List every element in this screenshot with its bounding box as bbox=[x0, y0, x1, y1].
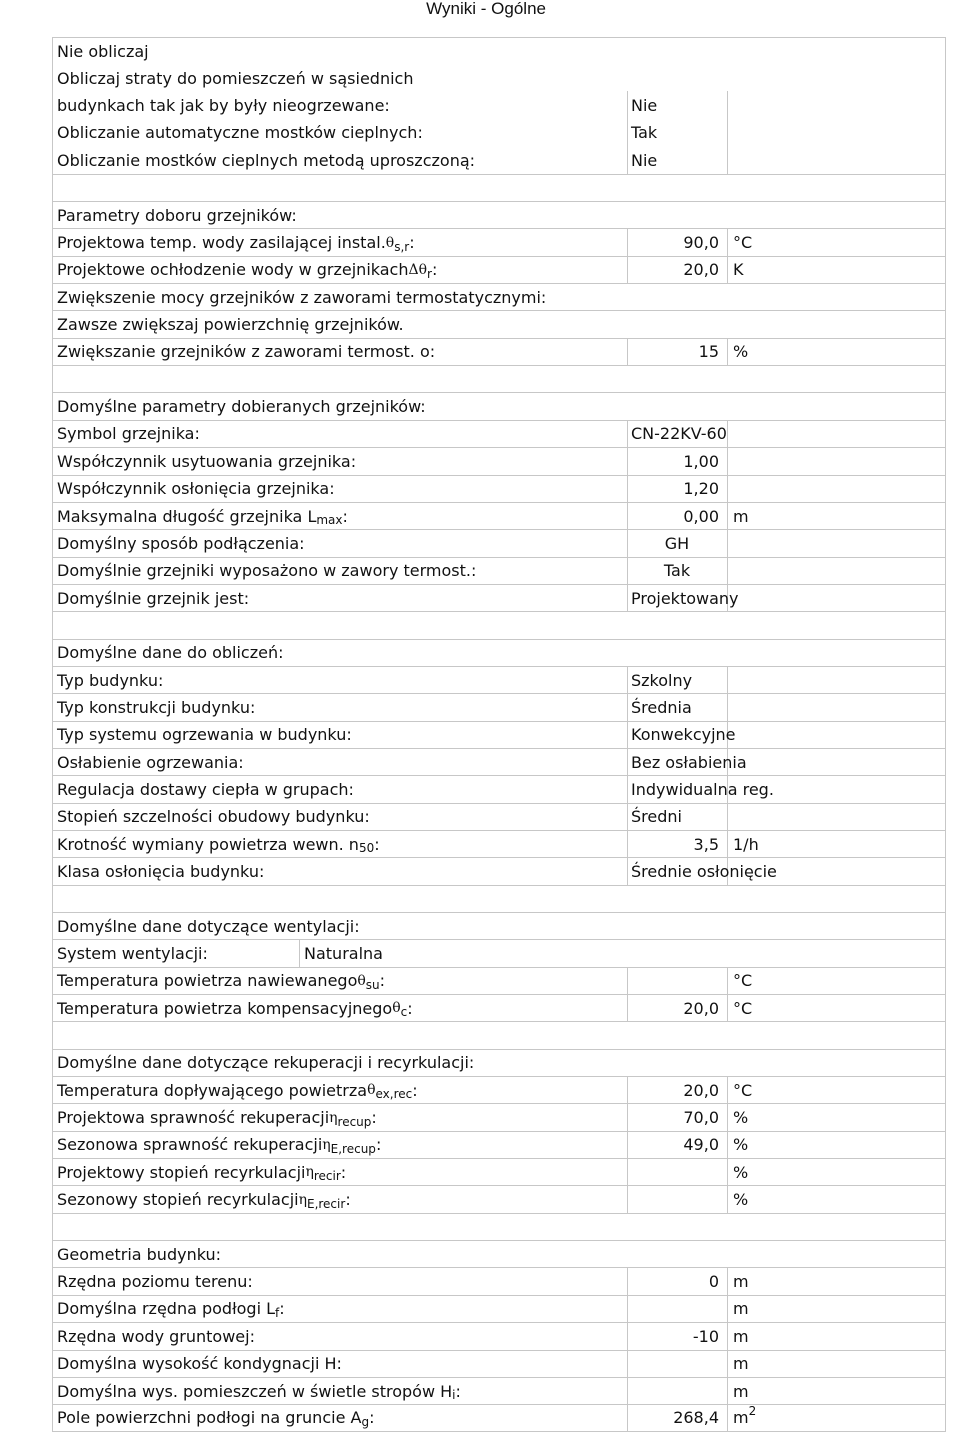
row-text-value: Nie bbox=[631, 150, 658, 170]
table-row bbox=[52, 994, 946, 1021]
column-divider bbox=[627, 118, 628, 146]
label-text: Rzędna poziomu terenu: bbox=[57, 1272, 253, 1292]
subscript: 50 bbox=[358, 841, 375, 856]
row-unit: m bbox=[733, 1326, 749, 1346]
table-row bbox=[52, 693, 946, 720]
subscript: recir bbox=[313, 1169, 341, 1184]
column-divider bbox=[627, 666, 628, 693]
label-text: Projektowy stopień recyrkulacji bbox=[57, 1162, 306, 1182]
row-value: 1,00 bbox=[683, 451, 719, 471]
results-table bbox=[52, 37, 948, 1432]
row-label bbox=[57, 257, 437, 283]
table-row bbox=[52, 256, 946, 283]
row-label bbox=[57, 858, 264, 884]
label-text: Domyślny sposób podłączenia: bbox=[57, 533, 305, 553]
table-row bbox=[52, 1404, 946, 1431]
label-tail: : bbox=[345, 1190, 351, 1210]
row-label bbox=[57, 585, 249, 611]
label-text: Typ konstrukcji budynku: bbox=[57, 697, 256, 717]
table-row bbox=[52, 1322, 946, 1349]
row-value: 0 bbox=[708, 1272, 719, 1292]
label-text: Typ budynku: bbox=[57, 670, 164, 690]
table-row bbox=[52, 666, 946, 693]
row-label bbox=[57, 202, 297, 228]
table-row bbox=[52, 1158, 946, 1185]
label-text: Współczynnik osłonięcia grzejnika: bbox=[57, 479, 335, 499]
column-divider bbox=[627, 584, 628, 611]
row-text-value: Tak bbox=[631, 123, 658, 143]
table-row bbox=[52, 420, 946, 447]
label-tail: : bbox=[342, 506, 348, 526]
row-unit: K bbox=[733, 260, 744, 280]
row-unit: % bbox=[733, 1135, 749, 1155]
label-text: Maksymalna długość grzejnika L bbox=[57, 506, 317, 526]
symbol: η bbox=[298, 1191, 307, 1208]
row-label bbox=[57, 92, 390, 119]
row-text-value: Bez osłabienia bbox=[631, 752, 747, 772]
subscript: E,recup bbox=[330, 1141, 376, 1156]
table-row bbox=[52, 803, 946, 830]
label-text: Klasa osłonięcia budynku: bbox=[57, 861, 265, 881]
table-row bbox=[52, 529, 946, 556]
page-header: Wyniki - Ogólne bbox=[426, 0, 546, 18]
spacer-row bbox=[52, 885, 946, 912]
label-tail: : bbox=[279, 1299, 285, 1319]
label-text: Rzędna wody gruntowej: bbox=[57, 1326, 255, 1346]
symbol: η bbox=[329, 1109, 338, 1126]
column-divider bbox=[727, 1267, 728, 1294]
symbol: θ bbox=[392, 1000, 401, 1017]
row-label bbox=[57, 1378, 461, 1404]
table-row bbox=[52, 392, 946, 419]
symbol: η bbox=[322, 1136, 331, 1153]
label-text: Domyślnie grzejniki wyposażono w zawory termost.: bbox=[57, 561, 477, 581]
subscript: su bbox=[365, 977, 380, 992]
row-text-value: GH bbox=[664, 533, 690, 553]
row-label bbox=[57, 311, 404, 337]
label-text: Projektowa sprawność rekuperacji bbox=[57, 1108, 330, 1128]
label-text: Temperatura powietrza kompensacyjnego bbox=[57, 998, 393, 1018]
row-label bbox=[57, 38, 149, 64]
row-value: -10 bbox=[692, 1326, 719, 1346]
table-row bbox=[52, 338, 946, 365]
label-tail: : bbox=[375, 1135, 382, 1155]
label-text: Domyślne dane dotyczące rekuperacji i recyrkulacji: bbox=[57, 1053, 475, 1073]
label-text: Projektowe ochłodzenie wody w grzejnikach bbox=[57, 260, 409, 280]
symbol: η bbox=[305, 1164, 314, 1181]
row-label bbox=[57, 476, 335, 502]
label-tail: : bbox=[409, 233, 415, 253]
column-divider bbox=[727, 967, 728, 994]
column-divider bbox=[627, 145, 628, 173]
column-divider bbox=[627, 775, 628, 802]
label-tail: : bbox=[379, 971, 386, 991]
column-divider bbox=[727, 145, 728, 173]
row-label bbox=[57, 968, 385, 994]
row-label bbox=[57, 667, 163, 693]
label-tail: : bbox=[374, 834, 380, 854]
column-divider bbox=[727, 1158, 728, 1185]
row-value: 20,0 bbox=[683, 998, 719, 1018]
column-divider bbox=[627, 803, 628, 830]
row-label bbox=[57, 1296, 285, 1322]
table-row bbox=[52, 119, 946, 146]
row-label bbox=[57, 1268, 253, 1294]
table-row bbox=[52, 584, 946, 611]
label-text: System wentylacji: bbox=[57, 944, 208, 964]
row-unit: °C bbox=[733, 998, 753, 1018]
column-divider bbox=[727, 693, 728, 720]
label-text: Typ systemu ogrzewania w budynku: bbox=[57, 725, 352, 745]
row-label bbox=[57, 1405, 374, 1430]
table-row bbox=[52, 1049, 946, 1076]
label-text: Obliczaj straty do pomieszczeń w sąsiednich bbox=[57, 68, 414, 88]
row-unit: m bbox=[733, 1272, 749, 1292]
column-divider bbox=[727, 830, 728, 857]
row-value: 20,0 bbox=[683, 260, 719, 280]
row-label bbox=[57, 339, 435, 365]
row-text-value: Projektowany bbox=[631, 588, 739, 608]
row-label bbox=[57, 503, 348, 529]
row-label bbox=[57, 1077, 418, 1103]
label-text: Temperatura powietrza nawiewanego bbox=[57, 971, 358, 991]
table-row bbox=[52, 283, 946, 310]
label-text: Domyślna wys. pomieszczeń w świetle stropów H bbox=[57, 1381, 453, 1401]
subscript: f bbox=[275, 1305, 280, 1320]
table-row bbox=[52, 1377, 946, 1404]
row-label bbox=[57, 421, 200, 447]
row-unit: m bbox=[733, 1381, 749, 1401]
label-text: Współczynnik usytuowania grzejnika: bbox=[57, 451, 357, 471]
row-unit: 1/h bbox=[733, 834, 759, 854]
table-row bbox=[52, 502, 946, 529]
column-divider bbox=[727, 1295, 728, 1322]
column-divider bbox=[627, 857, 628, 884]
row-value: 90,0 bbox=[683, 233, 719, 253]
label-text: Pole powierzchni podłogi na gruncie A bbox=[57, 1408, 362, 1428]
label-tail: : bbox=[455, 1381, 461, 1401]
label-text: Regulacja dostawy ciepła w grupach: bbox=[57, 779, 354, 799]
row-label bbox=[57, 530, 305, 556]
row-text-value: Nie bbox=[631, 95, 658, 115]
row-label bbox=[57, 694, 255, 720]
row-text-value: Średnia bbox=[631, 697, 692, 717]
table-row bbox=[52, 1185, 946, 1212]
row-label bbox=[57, 1323, 255, 1349]
row-label bbox=[57, 1050, 474, 1076]
label-text: Domyślna rzędna podłogi L bbox=[57, 1299, 276, 1319]
subscript: g bbox=[361, 1414, 370, 1429]
table-row bbox=[52, 1131, 946, 1158]
row-unit: % bbox=[733, 1162, 749, 1182]
label-text: Nie obliczaj bbox=[57, 41, 149, 61]
column-divider bbox=[727, 1131, 728, 1158]
row-label bbox=[57, 64, 413, 91]
row-value: 70,0 bbox=[683, 1108, 719, 1128]
column-divider bbox=[727, 1185, 728, 1212]
row-text-value: Konwekcyjne bbox=[631, 725, 736, 745]
column-divider bbox=[727, 420, 728, 447]
table-row bbox=[52, 310, 946, 337]
row-label bbox=[57, 1159, 346, 1185]
table-row bbox=[52, 1350, 946, 1377]
label-text: Krotność wymiany powietrza wewn. n bbox=[57, 834, 359, 854]
column-divider bbox=[727, 803, 728, 830]
row-unit: % bbox=[733, 1108, 749, 1128]
row-unit: °C bbox=[733, 971, 753, 991]
row-label bbox=[57, 913, 360, 939]
table-row bbox=[52, 912, 946, 939]
table-row bbox=[52, 1295, 946, 1322]
label-text: Domyślne dane dotyczące wentylacji: bbox=[57, 916, 360, 936]
row-value bbox=[627, 1296, 719, 1322]
label-tail: : bbox=[412, 1080, 418, 1100]
label-tail: : bbox=[340, 1162, 347, 1182]
label-text: Osłabienie ogrzewania: bbox=[57, 752, 244, 772]
subscript: i bbox=[452, 1388, 456, 1403]
table-row bbox=[52, 967, 946, 994]
label-text: Zwiększenie mocy grzejników z zaworami termostatycznymi: bbox=[57, 287, 547, 307]
row-value: 3,5 bbox=[693, 834, 719, 854]
row-label bbox=[57, 229, 415, 255]
column-divider bbox=[727, 666, 728, 693]
label-text: Stopień szczelności obudowy budynku: bbox=[57, 807, 370, 827]
table-row bbox=[52, 830, 946, 857]
label-text: Obliczanie automatyczne mostków cieplnych: bbox=[57, 123, 423, 143]
row-label bbox=[57, 722, 352, 748]
row-unit: °C bbox=[733, 1080, 753, 1100]
column-divider bbox=[727, 1076, 728, 1103]
column-divider bbox=[727, 1404, 728, 1430]
table-row bbox=[52, 92, 946, 119]
subscript: E,recir bbox=[306, 1196, 346, 1211]
row-label bbox=[57, 804, 370, 830]
row-label bbox=[57, 448, 356, 474]
table-row bbox=[52, 1240, 946, 1267]
subscript: r bbox=[427, 266, 432, 281]
spacer-row bbox=[52, 611, 946, 638]
table-row bbox=[52, 857, 946, 884]
row-label bbox=[57, 831, 380, 857]
label-text: Symbol grzejnika: bbox=[57, 424, 200, 444]
column-divider bbox=[627, 748, 628, 775]
column-divider bbox=[299, 939, 300, 966]
column-divider bbox=[727, 118, 728, 146]
row-label bbox=[57, 146, 475, 173]
column-divider bbox=[727, 91, 728, 119]
table-row bbox=[52, 721, 946, 748]
spacer-row bbox=[52, 365, 946, 392]
row-label bbox=[57, 1132, 381, 1158]
symbol: θ bbox=[385, 234, 395, 251]
subscript: recup bbox=[337, 1114, 372, 1129]
spacer-row bbox=[52, 174, 946, 201]
unit-superscript: 2 bbox=[748, 1403, 757, 1418]
row-value bbox=[627, 1159, 719, 1185]
label-text: budynkach tak jak by były nieogrzewane: bbox=[57, 95, 390, 115]
row-text-value: Tak bbox=[663, 561, 691, 581]
label-tail: : bbox=[407, 998, 413, 1018]
column-divider bbox=[727, 256, 728, 283]
column-divider bbox=[727, 994, 728, 1021]
table-row bbox=[52, 64, 946, 91]
column-divider bbox=[727, 475, 728, 502]
label-text: Temperatura dopływającego powietrza bbox=[57, 1080, 368, 1100]
row-value: 0,00 bbox=[683, 506, 719, 526]
row-label bbox=[57, 1186, 351, 1212]
label-text: Domyślne parametry dobieranych grzejników: bbox=[57, 397, 426, 417]
label-text: Sezonowa sprawność rekuperacji bbox=[57, 1135, 323, 1155]
row-text-value: Średnie osłonięcie bbox=[631, 861, 777, 881]
spacer-row bbox=[52, 1213, 946, 1240]
row-label bbox=[57, 119, 423, 146]
row-value bbox=[627, 968, 719, 994]
row-unit: % bbox=[733, 342, 749, 362]
symbol: Δθ bbox=[408, 261, 428, 278]
row-unit: % bbox=[733, 1190, 749, 1210]
label-text: Zwiększanie grzejników z zaworami termost. o: bbox=[57, 342, 436, 362]
column-divider bbox=[727, 557, 728, 584]
row-value: 49,0 bbox=[683, 1135, 719, 1155]
row-text-value: Naturalna bbox=[304, 944, 383, 964]
column-divider bbox=[627, 693, 628, 720]
table-row bbox=[52, 1076, 946, 1103]
table-row bbox=[52, 1103, 946, 1130]
symbol: θ bbox=[367, 1082, 376, 1099]
column-divider bbox=[627, 91, 628, 119]
table-row bbox=[52, 639, 946, 666]
subscript: max bbox=[316, 513, 343, 528]
table-row bbox=[52, 1267, 946, 1294]
label-text: Obliczanie mostków cieplnych metodą uproszczoną: bbox=[57, 150, 476, 170]
row-label bbox=[57, 1104, 377, 1130]
table-row bbox=[52, 775, 946, 802]
row-unit: m bbox=[733, 1299, 749, 1319]
label-text: Zawsze zwiększaj powierzchnię grzejników. bbox=[57, 315, 404, 335]
table-row bbox=[52, 37, 946, 64]
label-tail: : bbox=[431, 260, 438, 280]
column-divider bbox=[627, 420, 628, 447]
row-text-value: CN-22KV-60 bbox=[631, 424, 727, 444]
row-unit: °C bbox=[733, 233, 753, 253]
row-label bbox=[57, 284, 546, 310]
row-value: 268,4 bbox=[673, 1408, 719, 1428]
row-value bbox=[627, 1351, 719, 1377]
table-row bbox=[52, 228, 946, 255]
table-row bbox=[52, 201, 946, 228]
table-row bbox=[52, 447, 946, 474]
label-text: Domyślna wysokość kondygnacji H: bbox=[57, 1354, 342, 1374]
row-label bbox=[57, 776, 354, 802]
row-label bbox=[57, 995, 413, 1021]
column-divider bbox=[727, 1350, 728, 1377]
label-text: Parametry doboru grzejników: bbox=[57, 205, 297, 225]
row-text-value: Indywidualna reg. bbox=[631, 779, 774, 799]
column-divider bbox=[727, 1322, 728, 1349]
column-divider bbox=[627, 721, 628, 748]
row-unit: m bbox=[733, 506, 749, 526]
table-row bbox=[52, 939, 946, 966]
subscript: ex,rec bbox=[375, 1087, 413, 1102]
label-text: Geometria budynku: bbox=[57, 1244, 222, 1264]
label-text: Projektowa temp. wody zasilającej instal. bbox=[57, 233, 386, 253]
row-label bbox=[57, 558, 476, 584]
column-divider bbox=[727, 529, 728, 556]
label-text: Sezonowy stopień recyrkulacji bbox=[57, 1190, 299, 1210]
row-label bbox=[57, 940, 208, 966]
column-divider bbox=[727, 1377, 728, 1404]
column-divider bbox=[727, 447, 728, 474]
table-row bbox=[52, 475, 946, 502]
row-value: 1,20 bbox=[683, 479, 719, 499]
row-unit: m 2 bbox=[733, 1403, 757, 1428]
row-label bbox=[57, 393, 426, 419]
row-text-value: Szkolny bbox=[631, 670, 693, 690]
row-label bbox=[57, 640, 283, 666]
row-label bbox=[57, 749, 244, 775]
table-row bbox=[52, 146, 946, 173]
table-row bbox=[52, 748, 946, 775]
subscript: c bbox=[400, 1005, 408, 1020]
row-text-value: Średni bbox=[631, 807, 682, 827]
row-unit: m bbox=[733, 1354, 749, 1374]
row-value: 15 bbox=[698, 342, 719, 362]
label-tail: : bbox=[369, 1408, 375, 1428]
row-value bbox=[627, 1186, 719, 1212]
column-divider bbox=[727, 228, 728, 255]
subscript: s,r bbox=[394, 239, 410, 254]
symbol: θ bbox=[357, 972, 366, 989]
column-divider bbox=[727, 338, 728, 365]
row-value bbox=[627, 1378, 719, 1404]
row-label bbox=[57, 1351, 342, 1377]
row-value: 20,0 bbox=[683, 1080, 719, 1100]
label-tail: : bbox=[371, 1108, 377, 1128]
label-text: Domyślne dane do obliczeń: bbox=[57, 643, 284, 663]
column-divider bbox=[727, 502, 728, 529]
table-row bbox=[52, 557, 946, 584]
row-label bbox=[57, 1241, 221, 1267]
spacer-row bbox=[52, 1021, 946, 1048]
label-text: Domyślnie grzejnik jest: bbox=[57, 588, 250, 608]
column-divider bbox=[727, 1103, 728, 1130]
